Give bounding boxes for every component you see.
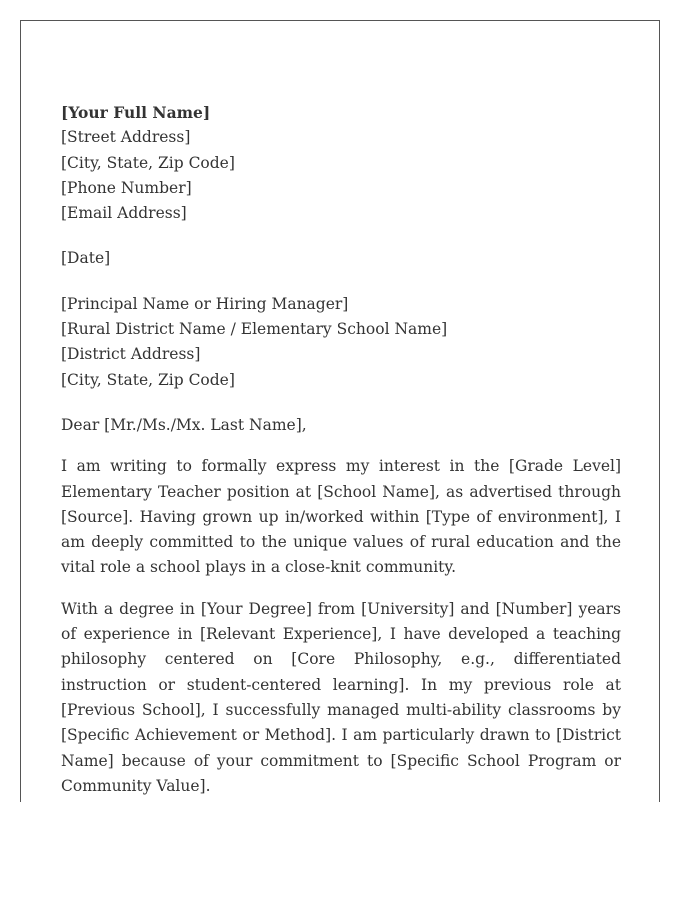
sender-city: [City, State, Zip Code] [61, 153, 235, 172]
date-block [61, 246, 621, 271]
sender-phone: [Phone Number] [61, 178, 192, 197]
recipient-school: [Rural District Name / Elementary School Name] [61, 320, 448, 339]
letter-date: [Date] [61, 249, 111, 268]
letter-page [20, 20, 660, 802]
sender-name: [Your Full Name] [61, 103, 211, 122]
sender-block [61, 100, 621, 226]
recipient-name: [Principal Name or Hiring Manager] [61, 294, 349, 313]
sender-email: [Email Address] [61, 204, 187, 223]
recipient-address: [District Address] [61, 345, 201, 364]
letter-content [61, 100, 621, 799]
recipient-block [61, 292, 621, 393]
sender-street: [Street Address] [61, 128, 191, 147]
salutation-block [61, 413, 621, 438]
body-paragraph: I am writing to formally express my interest in the [Grade Level] Elementary Teacher position at [School Name], as advertised through [Source]. Having grown up in/worked within [Type of environment], I am deeply committed to the unique values of rural education and the vital role a school plays in a close-knit community. [61, 457, 621, 577]
salutation: Dear [Mr./Ms./Mx. Last Name], [61, 415, 307, 434]
body-paragraph: With a degree in [Your Degree] from [University] and [Number] years of experience in [Relevant Experience], I have developed a teaching philosophy centered on [Core Philosophy, e.g., differentiated instruction or student-centered learning]. In my previous role at [Previous School], I successfully managed multi-ability classrooms by [Specific Achievement or Method]. I am particularly drawn to [District Name] because of your commitment to [Specific School Program or Community Value]. [61, 599, 621, 795]
recipient-city: [City, State, Zip Code] [61, 370, 235, 389]
